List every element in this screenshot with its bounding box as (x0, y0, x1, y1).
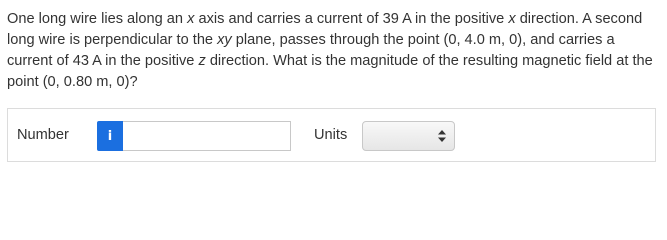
variable-xy: xy (217, 32, 232, 48)
question-text-part: plane, passes through the point (0, 4.0 m, 0), and carries a current of 43 A in the positive (7, 32, 615, 69)
info-icon[interactable]: i (97, 121, 123, 151)
answer-box (7, 108, 656, 162)
variable-x: x (508, 11, 516, 27)
units-label: Units (314, 127, 348, 143)
number-input[interactable] (123, 121, 291, 151)
question-paragraph (7, 9, 657, 93)
question-text-part: One long wire lies along an (7, 11, 188, 27)
number-label: Number (17, 127, 69, 143)
question-text-part: axis and carries a current of 39 A in the positive (194, 11, 509, 27)
variable-z: z (198, 53, 206, 69)
units-select[interactable] (362, 121, 455, 151)
question-text-part: direction. What is the magnitude of the resulting magnetic field at the point (0, 0.80 m, 0)? (7, 53, 653, 90)
variable-x: x (187, 11, 195, 27)
question-text-part: direction. A second long wire is perpendicular to the (7, 11, 643, 48)
question-text (7, 9, 657, 93)
select-arrows-icon (438, 130, 446, 142)
